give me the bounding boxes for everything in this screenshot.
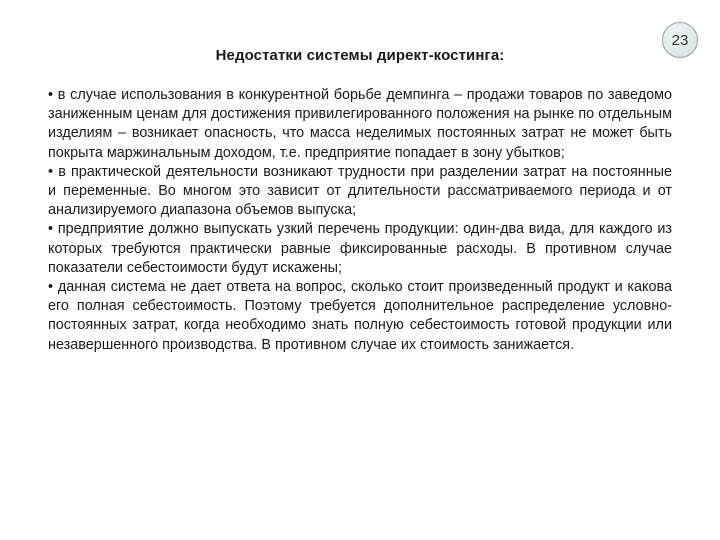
bullet-paragraph: • в случае использования в конкурентной борьбе демпинга – продажи товаров по заведомо заниженным ценам для достижения привилегированного положения на рынке по отдельным изделиям – возникает опасность, что масса неделимых постоянных затрат не может быть покрыта маржинальным доходом, т.е. предприятие попадает в зону убытков; bbox=[48, 87, 672, 161]
page-number: 23 bbox=[671, 31, 689, 49]
bullet-paragraph: • данная система не дает ответа на вопрос, сколько стоит произведенный продукт и какова его полная себестоимость. Поэтому требуется дополнительное распределение условно-постоянных затрат, когда необходимо знать полную себестоимость готовой продукции или незавершенного производства. В противном случае их стоимость занижается. bbox=[48, 279, 672, 353]
slide-title: Недостатки системы директ-костинга: bbox=[215, 47, 505, 64]
slide-body bbox=[48, 86, 672, 355]
bullet-paragraph: • предприятие должно выпускать узкий перечень продукции: один-два вида, для каждого из которых требуются практически равные фиксированные расходы. В противном случае показатели себестоимости будут искажены; bbox=[48, 221, 672, 276]
bullet-paragraph: • в практической деятельности возникают трудности при разделении затрат на постоянные и переменные. Во многом это зависит от длительности рассматриваемого периода и от анализируемого диапазона объемов выпуска; bbox=[48, 163, 672, 219]
